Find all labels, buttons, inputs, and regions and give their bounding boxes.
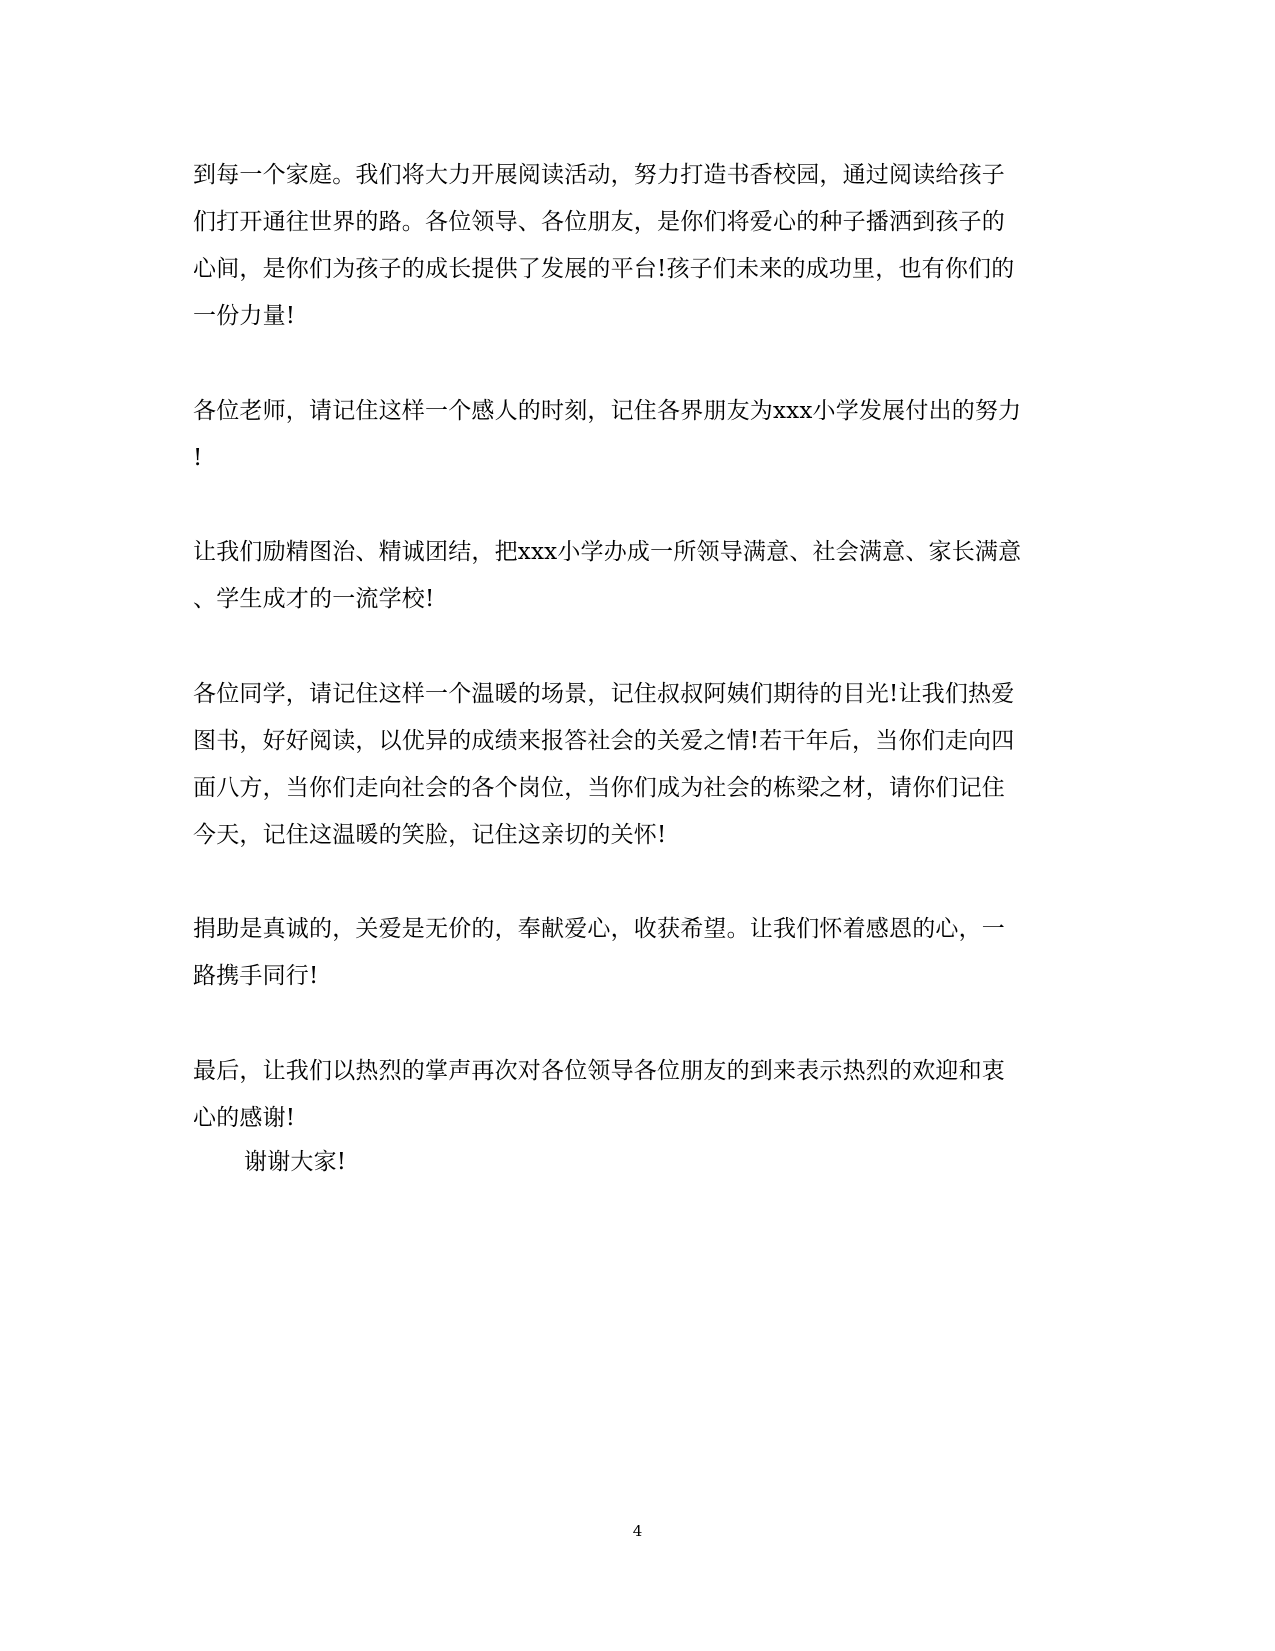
text-line: 让我们励精图治、精诚团结，把xxx小学办成一所领导满意、社会满意、家长满意: [193, 539, 1022, 565]
text-line: 各位同学，请记住这样一个温暖的场景，记住叔叔阿姨们期待的目光!让我们热爱: [193, 681, 1015, 707]
text-line: 心的感谢!: [193, 1105, 296, 1131]
text-line: 各位老师，请记住这样一个感人的时刻，记住各界朋友为xxx小学发展付出的努力: [193, 398, 1022, 424]
text-line: 、学生成才的一流学校!: [193, 586, 435, 612]
text-line: 图书，好好阅读，以优异的成绩来报答社会的关爱之情!若干年后，当你们走向四: [193, 728, 1015, 754]
text-line: 路携手同行!: [193, 963, 319, 989]
text-line: 到每一个家庭。我们将大力开展阅读活动，努力打造书香校园，通过阅读给孩子: [193, 162, 1005, 188]
closing-line: 谢谢大家!: [244, 1149, 347, 1175]
text-line: 捐助是真诚的，关爱是无价的，奉献爱心，收获希望。让我们怀着感恩的心，一: [193, 916, 1005, 942]
text-line: !: [193, 445, 203, 471]
text-line: 们打开通往世界的路。各位领导、各位朋友，是你们将爱心的种子播洒到孩子的: [193, 209, 1005, 235]
text-line: 最后，让我们以热烈的掌声再次对各位领导各位朋友的到来表示热烈的欢迎和衷: [193, 1058, 1005, 1084]
text-line: 心间，是你们为孩子的成长提供了发展的平台!孩子们未来的成功里，也有你们的: [193, 256, 1015, 282]
text-line: 面八方，当你们走向社会的各个岗位，当你们成为社会的栋梁之材，请你们记住: [193, 775, 1005, 801]
text-line: 今天，记住这温暖的笑脸，记住这亲切的关怀!: [193, 822, 667, 848]
text-line: 一份力量!: [193, 303, 296, 329]
page-number: 4: [632, 1522, 643, 1540]
